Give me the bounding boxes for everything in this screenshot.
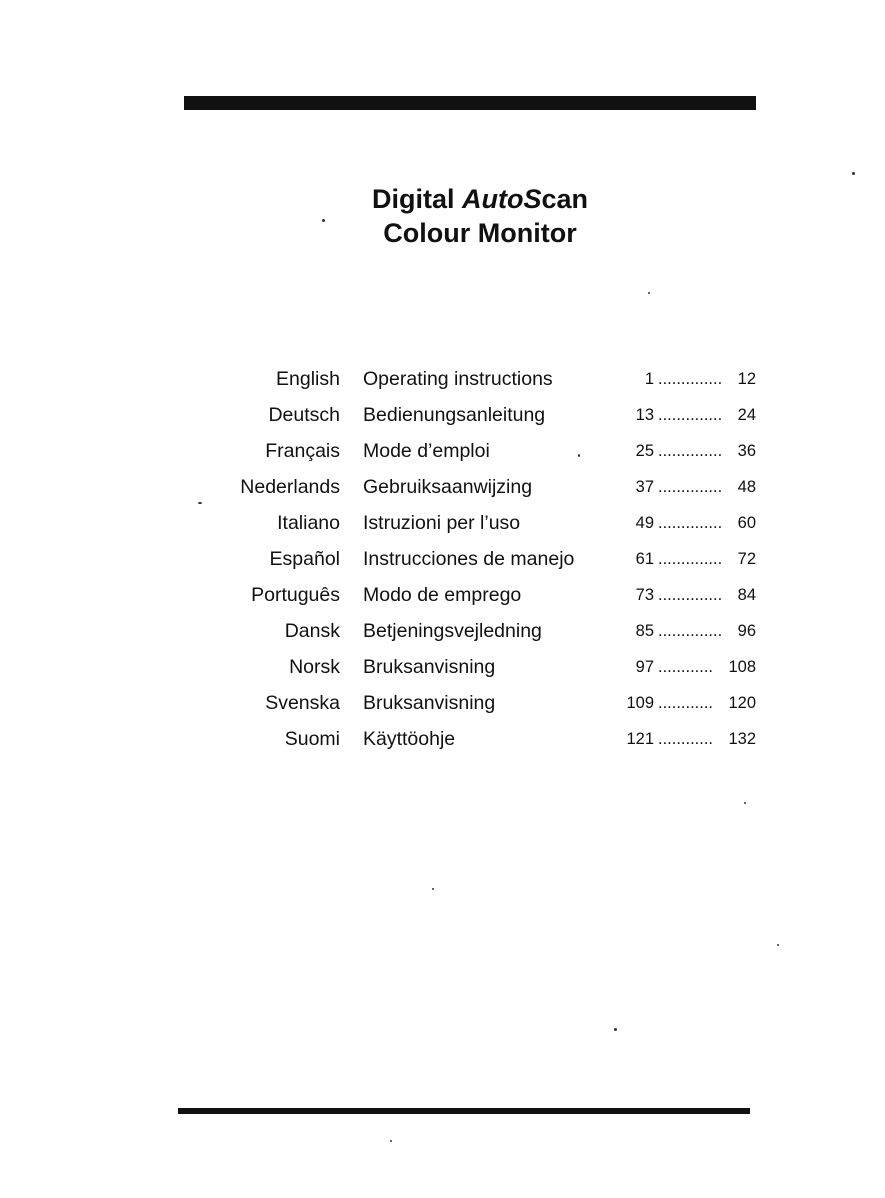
toc-page-end: 96 xyxy=(737,622,756,640)
toc-page-start: 61 xyxy=(635,550,654,568)
scan-speck xyxy=(614,1028,617,1031)
toc-section-title: Bruksanvisning xyxy=(363,692,496,714)
scan-speck xyxy=(852,172,855,175)
toc-page-start: 25 xyxy=(635,442,654,460)
toc-leader-dots: .............. xyxy=(658,622,723,640)
title-line-1 xyxy=(300,182,660,216)
toc-leader-dots: ............ xyxy=(658,658,714,676)
toc-language: Dansk xyxy=(284,620,340,642)
toc-page-start: 37 xyxy=(635,478,654,496)
title-line-2: Colour Monitor xyxy=(383,218,577,248)
top-rule xyxy=(184,96,756,110)
scan-speck xyxy=(322,219,325,222)
toc-section-title: Instrucciones de manejo xyxy=(363,548,575,570)
toc-section-title: Betjeningsvejledning xyxy=(363,620,542,642)
toc-language: Français xyxy=(265,440,340,462)
scan-speck xyxy=(390,1140,392,1142)
toc-section-title: Modo de emprego xyxy=(363,584,522,606)
toc-page-range xyxy=(620,687,756,719)
toc-language: Svenska xyxy=(265,692,340,714)
toc-page-end: 108 xyxy=(728,658,756,676)
scan-speck xyxy=(578,454,580,457)
scan-speck xyxy=(198,502,202,504)
toc-section-title: Gebruiksaanwijzing xyxy=(363,476,533,498)
toc-leader-dots: .............. xyxy=(658,370,723,388)
toc-page-start: 13 xyxy=(635,406,654,424)
toc-language: Nederlands xyxy=(240,476,340,498)
toc-row xyxy=(180,435,780,471)
toc-row xyxy=(180,399,780,435)
toc-page-start: 85 xyxy=(635,622,654,640)
toc-page-range xyxy=(620,723,756,755)
title-letter-s: S xyxy=(523,184,542,214)
toc-row xyxy=(180,687,780,723)
toc-section-title: Bruksanvisning xyxy=(363,656,496,678)
toc-row xyxy=(180,651,780,687)
toc-row xyxy=(180,543,780,579)
toc-page-end: 36 xyxy=(737,442,756,460)
toc-section-title: Käyttöohje xyxy=(363,728,456,750)
toc-page-end: 132 xyxy=(728,730,756,748)
scan-speck xyxy=(744,802,746,804)
toc-page-start: 97 xyxy=(635,658,654,676)
bottom-rule xyxy=(178,1108,750,1114)
toc-section-title: Istruzioni per l’uso xyxy=(363,512,521,534)
toc-section-title: Bedienungsanleitung xyxy=(363,404,546,426)
scan-speck xyxy=(777,944,779,946)
toc-page-range xyxy=(620,435,756,467)
toc-row xyxy=(180,615,780,651)
title-word-digital: Digital xyxy=(371,184,455,214)
toc-language: English xyxy=(276,368,340,390)
toc-page-end: 48 xyxy=(737,478,756,496)
toc-page-end: 12 xyxy=(737,370,756,388)
toc-page-end: 72 xyxy=(737,550,756,568)
toc-section-title: Operating instructions xyxy=(363,368,553,390)
toc-leader-dots: ............ xyxy=(658,694,714,712)
toc-language: Español xyxy=(269,548,340,570)
toc-row xyxy=(180,507,780,543)
toc-page-end: 24 xyxy=(737,406,756,424)
toc-row xyxy=(180,723,780,759)
toc-page-start: 121 xyxy=(626,730,654,748)
toc-page-range xyxy=(620,399,756,431)
toc-leader-dots: .............. xyxy=(658,442,723,460)
toc-page-end: 120 xyxy=(728,694,756,712)
toc-section-title: Mode d’emploi xyxy=(363,440,490,462)
toc-row xyxy=(180,471,780,507)
toc-page-range xyxy=(620,579,756,611)
toc-page-range xyxy=(620,543,756,575)
toc-leader-dots: .............. xyxy=(658,550,723,568)
toc-page-range xyxy=(620,651,756,683)
toc-page-range xyxy=(620,363,756,395)
toc-page-start: 109 xyxy=(626,694,654,712)
toc-page-end: 60 xyxy=(737,514,756,532)
scan-speck xyxy=(648,292,650,294)
toc-language: Deutsch xyxy=(268,404,340,426)
toc-page-range xyxy=(620,507,756,539)
toc-leader-dots: .............. xyxy=(658,586,723,604)
toc-row xyxy=(180,363,780,399)
scan-speck xyxy=(432,888,434,890)
toc-leader-dots: ............ xyxy=(658,730,714,748)
toc-page-start: 49 xyxy=(635,514,654,532)
toc-page-start: 1 xyxy=(644,370,654,388)
toc-language: Português xyxy=(251,584,340,606)
toc-page-end: 84 xyxy=(737,586,756,604)
title-word-can: can xyxy=(541,184,589,214)
toc-language: Suomi xyxy=(284,728,340,750)
title-word-auto: Auto xyxy=(462,184,524,214)
toc-leader-dots: .............. xyxy=(658,514,723,532)
toc-leader-dots: .............. xyxy=(658,478,723,496)
toc-page-start: 73 xyxy=(635,586,654,604)
document-title xyxy=(300,182,660,250)
toc-page-range xyxy=(620,471,756,503)
toc-language: Norsk xyxy=(289,656,340,678)
table-of-contents xyxy=(180,363,780,759)
toc-row xyxy=(180,579,780,615)
toc-leader-dots: .............. xyxy=(658,406,723,424)
toc-language: Italiano xyxy=(277,512,340,534)
toc-page-range xyxy=(620,615,756,647)
